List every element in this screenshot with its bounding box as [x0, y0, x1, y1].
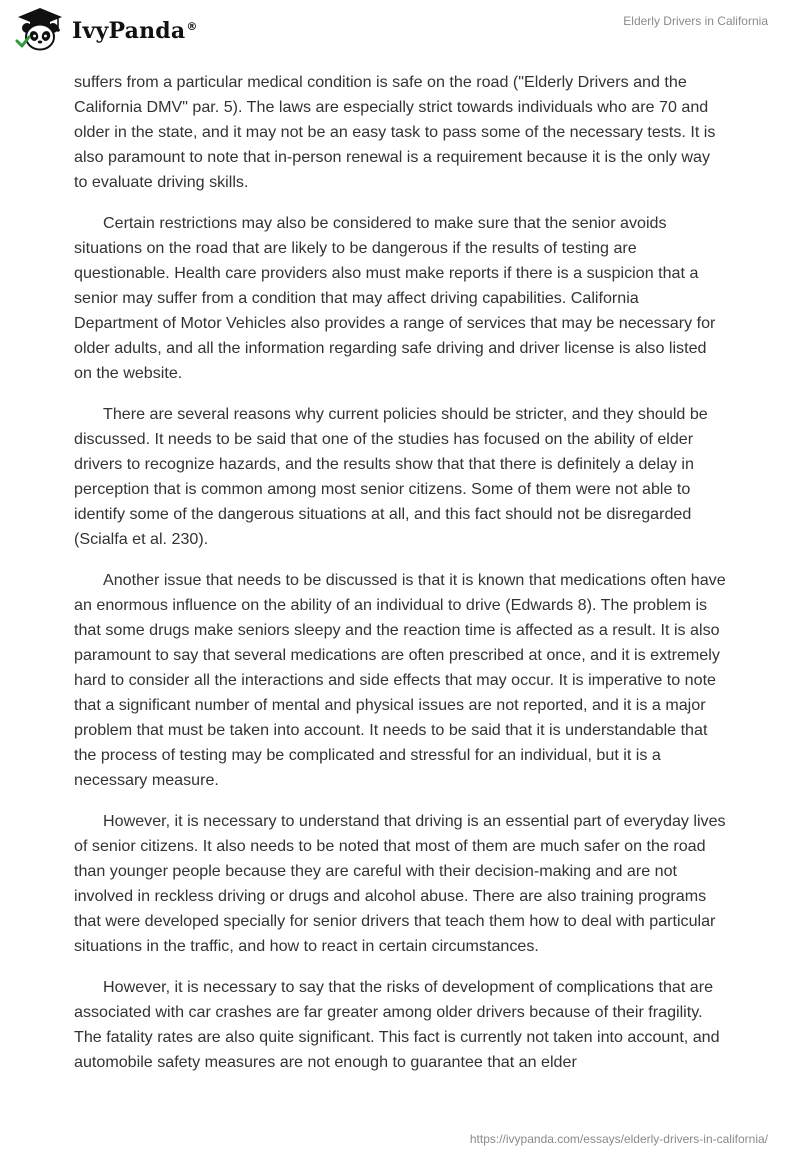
registered-mark: ® [186, 19, 198, 33]
paragraph-1: suffers from a particular medical condition is safe on the road ("Elderly Drivers and the California DMV" par. 5). The laws are especially strict towards individuals who are 70 and older in the state, and it may not be an easy task to pass some of the necessary tests. It is also paramount to note that in-person renewal is a requirement because it is the only way to evaluate driving skills. [74, 73, 716, 191]
panda-graduate-icon [14, 5, 66, 55]
paragraph-4: Another issue that needs to be discussed is that it is known that medications often have an enormous influence on the ability of an individual to drive (Edwards 8). The problem is that some drugs make seniors sleepy and the reaction time is affected as a result. It is also paramount to say that several medications are often prescribed at once, and it is extremely hard to consider all the interactions and side effects that may occur. It is imperative to note that a significant number of mental and physical issues are not reported, and it is a major problem that must be taken into account. It needs to be said that it is understandable that the process of testing may be complicated and stressful for an individual, but it is a necessary measure. [74, 571, 726, 789]
paragraph-5: However, it is necessary to understand that driving is an essential part of everyday lives of senior citizens. It also needs to be noted that most of them are much safer on the road than younger people because they are careful with their decision-making and are not involved in reckless driving or drugs and alcohol abuse. There are also training programs that were developed specially for senior drivers that teach them how to deal with particular situations in the traffic, and how to react in certain circumstances. [74, 812, 726, 955]
source-url-link[interactable]: https://ivypanda.com/essays/elderly-drivers-in-california/ [469, 1132, 768, 1146]
paragraph-2: Certain restrictions may also be considered to make sure that the senior avoids situations on the road that are likely to be dangerous if the results of testing are questionable. Health care providers also must make reports if there is a suspicion that a senior may suffer from a condition that may affect driving capabilities. California Department of Motor Vehicles also provides a range of services that may be necessary for older adults, and all the information regarding safe driving and driver license is also listed on the website. [74, 214, 716, 382]
ivypanda-logo[interactable] [14, 6, 198, 54]
brand-name: IvyPanda® [72, 18, 198, 44]
paragraph-6: However, it is necessary to say that the risks of development of complications that are associated with car crashes are far greater among older drivers because of their fragility. The fatality rates are also quite significant. This fact is currently not taken into account, and automobile safety measures are not enough to guarantee that an elder [74, 978, 720, 1071]
page-header [0, 0, 800, 64]
essay-body [74, 70, 726, 1091]
paragraph-3: There are several reasons why current policies should be stricter, and they should be discussed. It needs to be said that one of the studies has focused on the ability of elder drivers to recognize hazards, and the results show that that there is definitely a delay in perception that is common among most senior citizens. Some of them were not able to identify some of the dangerous situations at all, and this fact should not be disregarded (Scialfa et al. 230). [74, 405, 708, 548]
document-title: Elderly Drivers in California [623, 14, 768, 28]
